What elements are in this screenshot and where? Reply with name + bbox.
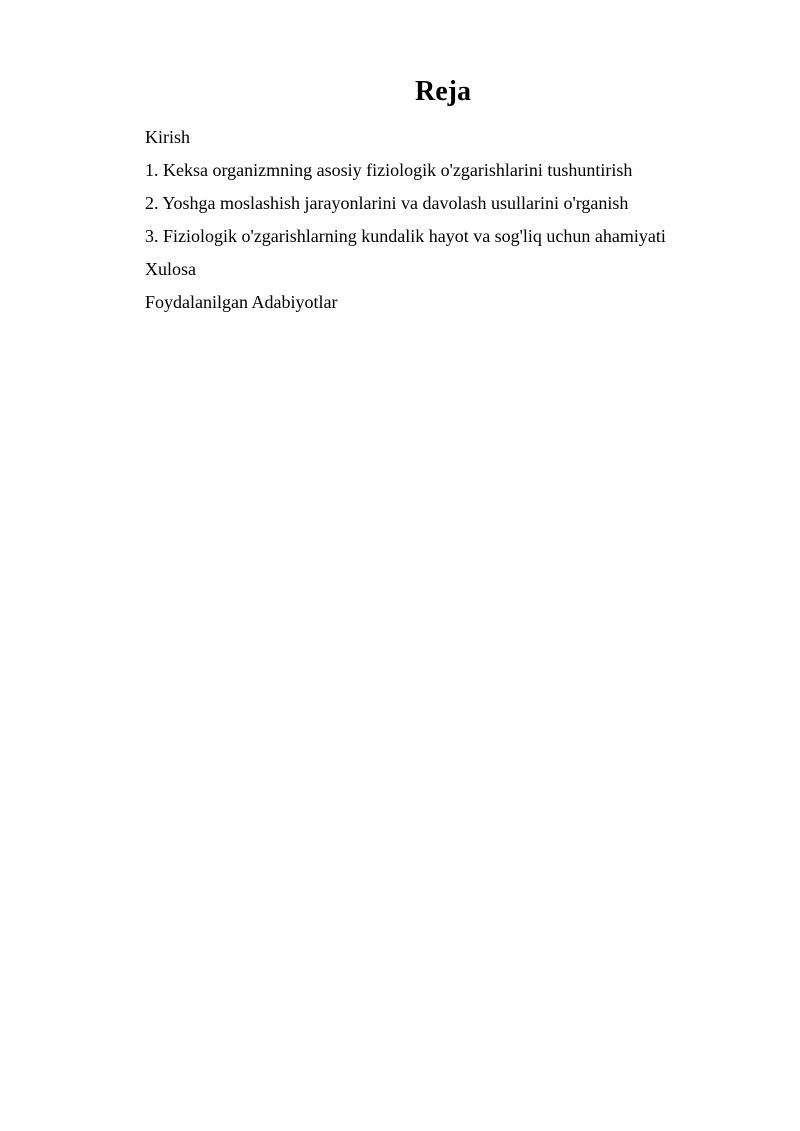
toc-item-conclusion: Xulosa [145, 259, 196, 279]
toc-item-2: 2. Yoshga moslashish jarayonlarini va davolash usullarini o'rganish [145, 193, 629, 213]
toc-item-references: Foydalanilgan Adabiyotlar [145, 292, 338, 312]
toc-item-3: 3. Fiziologik o'zgarishlarning kundalik hayot va sog'liq uchun ahamiyati [145, 226, 666, 246]
toc-item-introduction: Kirish [145, 127, 190, 147]
toc-item-1: 1. Keksa organizmning asosiy fiziologik o'zgarishlarini tushuntirish [145, 160, 633, 180]
page-title: Reja [415, 76, 471, 107]
table-of-contents [145, 121, 666, 319]
